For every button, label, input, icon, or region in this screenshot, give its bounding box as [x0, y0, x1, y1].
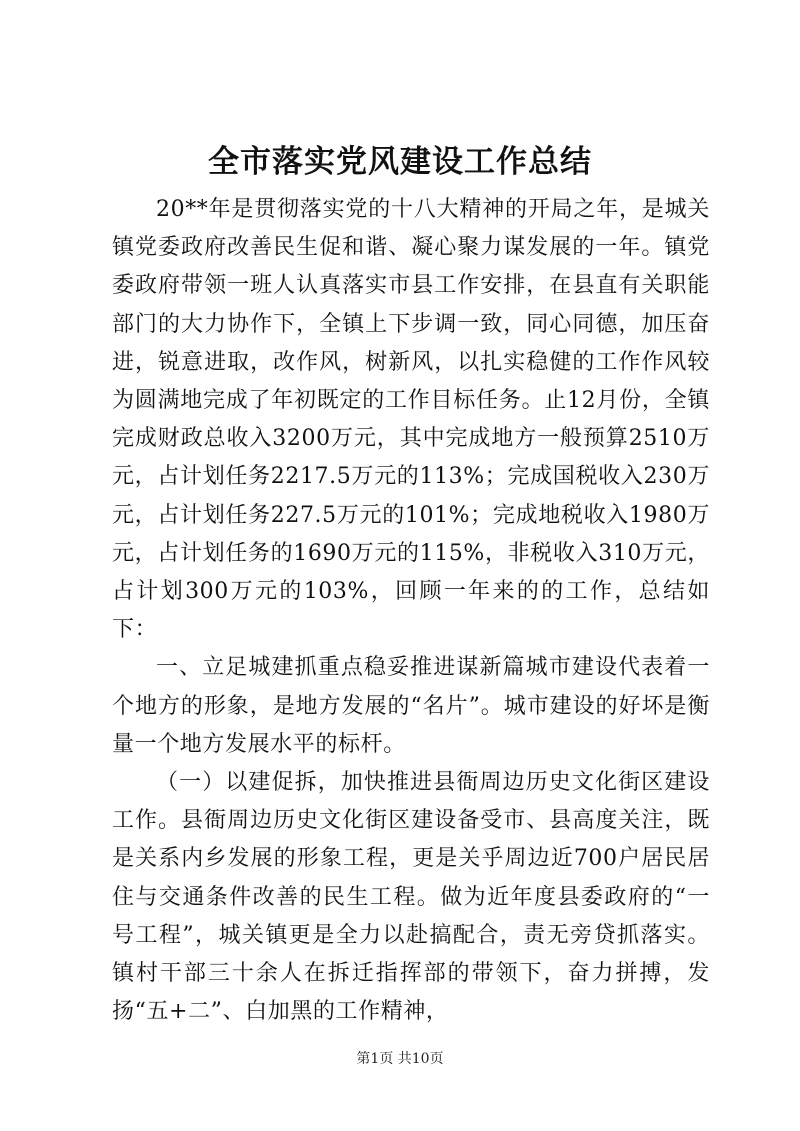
- paragraph-subsection-one: （一）以建促拆，加快推进县衙周边历史文化街区建设工作。县衙周边历史文化街区建设备受市、县高度关注，既是关系内乡发展的形象工程，更是关乎周边近700户居民居住与交通条件改善的民生工程。做为近年度县委政府的“一号工程”，城关镇更是全力以赴搞配合，责无旁贷抓落实。镇村干部三十余人在拆迁指挥部的带领下，奋力拼搏，发扬“五+二”、白加黑的工作精神，: [112, 770, 710, 1025]
- paragraph-section-one: 一、立足城建抓重点稳妥推进谋新篇城市建设代表着一个地方的形象，是地方发展的“名片”。城市建设的好坏是衡量一个地方发展水平的标杆。: [112, 655, 710, 757]
- paragraph-intro: 20**年是贯彻落实党的十八大精神的开局之年，是城关镇党委政府改善民生促和谐、凝心聚力谋发展的一年。镇党委政府带领一班人认真落实市县工作安排，在县直有关职能部门的大力协作下，全镇上下步调一致，同心同德，加压奋进，锐意进取，改作风，树新风，以扎实稳健的工作作风较为圆满地完成了年初既定的工作目标任务。止12月份，全镇完成财政总收入3200万元，其中完成地方一般预算2510万元，占计划任务2217.5万元的113%；完成国税收入230万元，占计划任务227.5万元的101%；完成地税收入1980万元，占计划任务的1690万元的115%，非税收入310万元，占计划300万元的103%，回顾一年来的的工作，总结如下：: [112, 197, 710, 643]
- document-body: [112, 191, 710, 1031]
- document-title: 全市落实党风建设工作总结: [208, 144, 592, 180]
- page-number-footer: 第1页 共10页: [356, 1051, 444, 1067]
